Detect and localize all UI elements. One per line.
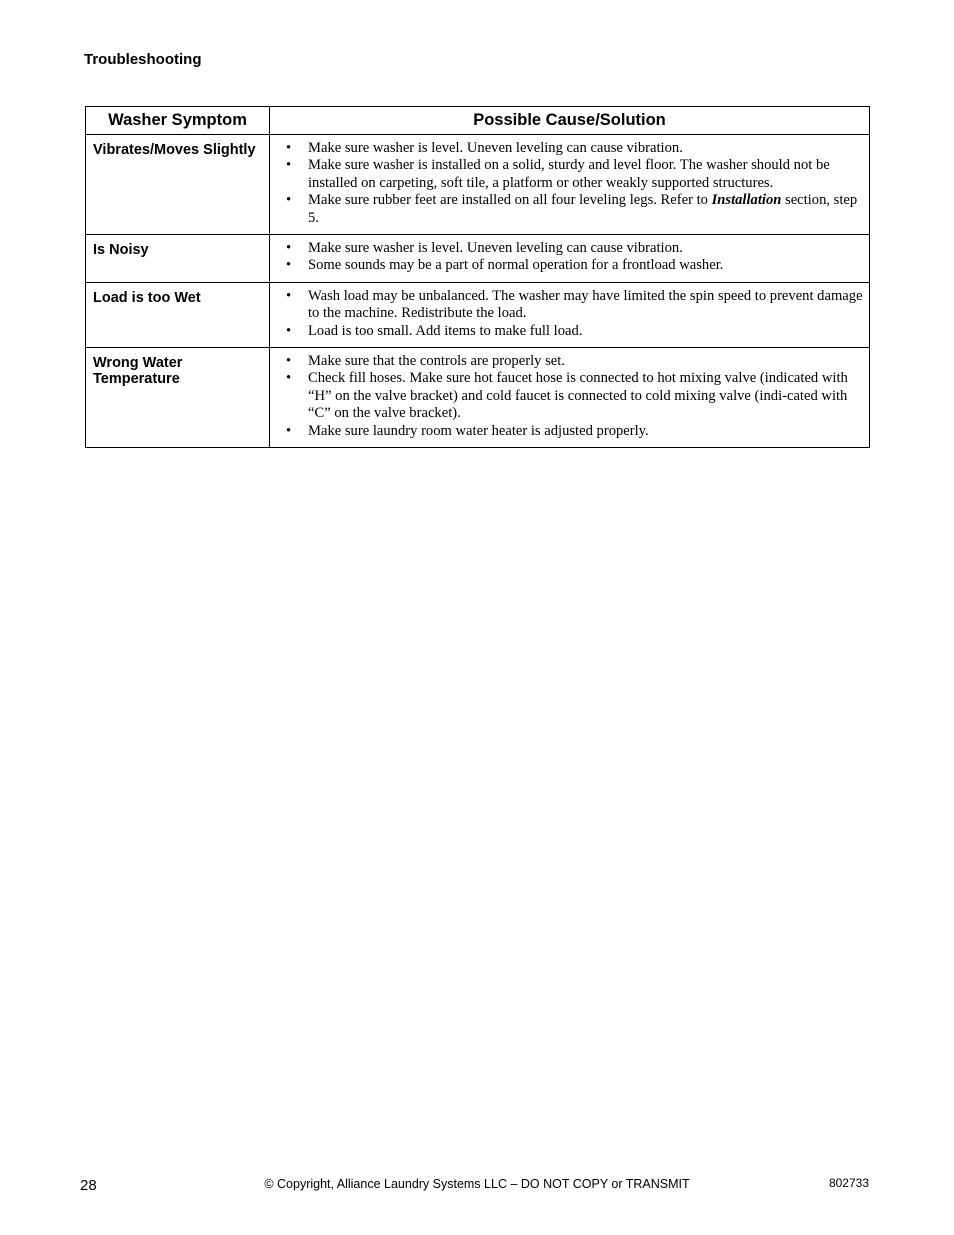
cause-item	[270, 240, 863, 257]
cause-cell	[270, 135, 870, 235]
cause-cell	[270, 348, 870, 448]
cause-text: Some sounds may be a part of normal operation for a frontload washer.	[308, 257, 724, 274]
cause-cell	[270, 235, 870, 283]
bullet-icon: •	[286, 140, 292, 156]
bullet-icon: •	[286, 157, 292, 174]
cause-text: Load is too small. Add items to make full load.	[308, 322, 583, 339]
cause-item	[270, 423, 863, 440]
symptom-text: Is Noisy	[93, 242, 149, 259]
cause-item	[270, 192, 863, 227]
page-number: 28	[80, 1177, 97, 1194]
cause-text: Wash load may be unbalanced. The washer may have limited the spin speed to prevent damage to the machine. Redistribute the load.	[308, 287, 863, 322]
cause-item	[270, 323, 863, 340]
cause-cell	[270, 282, 870, 347]
symptom-text: Vibrates/Moves Slightly	[93, 142, 256, 158]
cause-list	[270, 140, 863, 227]
cause-text: Make sure washer is installed on a solid, sturdy and level floor. The washer should not be installed on carpeting, soft tile, a platform or other weakly supported structures.	[308, 157, 830, 191]
cause-text: Make sure that the controls are properly set.	[308, 353, 565, 370]
bullet-icon: •	[286, 370, 292, 387]
bullet-icon: •	[286, 257, 292, 274]
symptom-cell	[86, 235, 270, 283]
cause-item	[270, 257, 863, 274]
bullet-icon: •	[286, 287, 292, 304]
symptom-cell	[86, 348, 270, 448]
column-header-symptom: Washer Symptom	[86, 107, 270, 135]
column-header-cause: Possible Cause/Solution	[270, 107, 870, 135]
bullet-icon: •	[286, 353, 292, 370]
troubleshooting-table	[85, 106, 870, 448]
symptom-cell	[86, 135, 270, 235]
cause-list	[270, 353, 863, 440]
cause-text: Make sure washer is level. Uneven leveling can cause vibration.	[308, 240, 683, 257]
cause-item	[270, 370, 863, 422]
bullet-icon: •	[286, 192, 292, 209]
bullet-icon: •	[286, 240, 292, 257]
symptom-text: Load is too Wet	[93, 289, 201, 306]
installation-reference: Installation	[711, 192, 782, 209]
cause-list	[270, 240, 863, 275]
document-number: 802733	[828, 1176, 869, 1190]
table-header-row	[86, 107, 870, 135]
section-heading: Troubleshooting	[84, 51, 202, 68]
cause-list	[270, 288, 863, 340]
cause-item	[270, 353, 863, 370]
table-row	[86, 235, 870, 283]
cause-item	[270, 157, 863, 192]
cause-item	[270, 140, 863, 157]
cause-item	[270, 288, 863, 323]
table-row	[86, 135, 870, 235]
table-row	[86, 282, 870, 347]
cause-text-before-ref: Make sure rubber feet are installed on all four leveling legs. Refer to	[308, 192, 712, 209]
copyright-notice: © Copyright, Alliance Laundry Systems LLC – DO NOT COPY or TRANSMIT	[264, 1177, 690, 1191]
symptom-text: Wrong Water Temperature	[93, 355, 183, 387]
cause-text: Make sure washer is level. Uneven leveling can cause vibration.	[308, 140, 683, 156]
cause-text-after-ref: section, step 5.	[308, 192, 858, 226]
table-row	[86, 348, 870, 448]
cause-text: Make sure laundry room water heater is adjusted properly.	[308, 422, 649, 439]
cause-text: Check fill hoses. Make sure hot faucet hose is connected to hot mixing valve (indicated with “H” on the valve bracket) and cold faucet is connected to cold mixing valve (indi-cated with “C” on the valve bracket).	[308, 370, 848, 422]
symptom-cell	[86, 282, 270, 347]
bullet-icon: •	[286, 322, 292, 339]
bullet-icon: •	[286, 422, 292, 439]
